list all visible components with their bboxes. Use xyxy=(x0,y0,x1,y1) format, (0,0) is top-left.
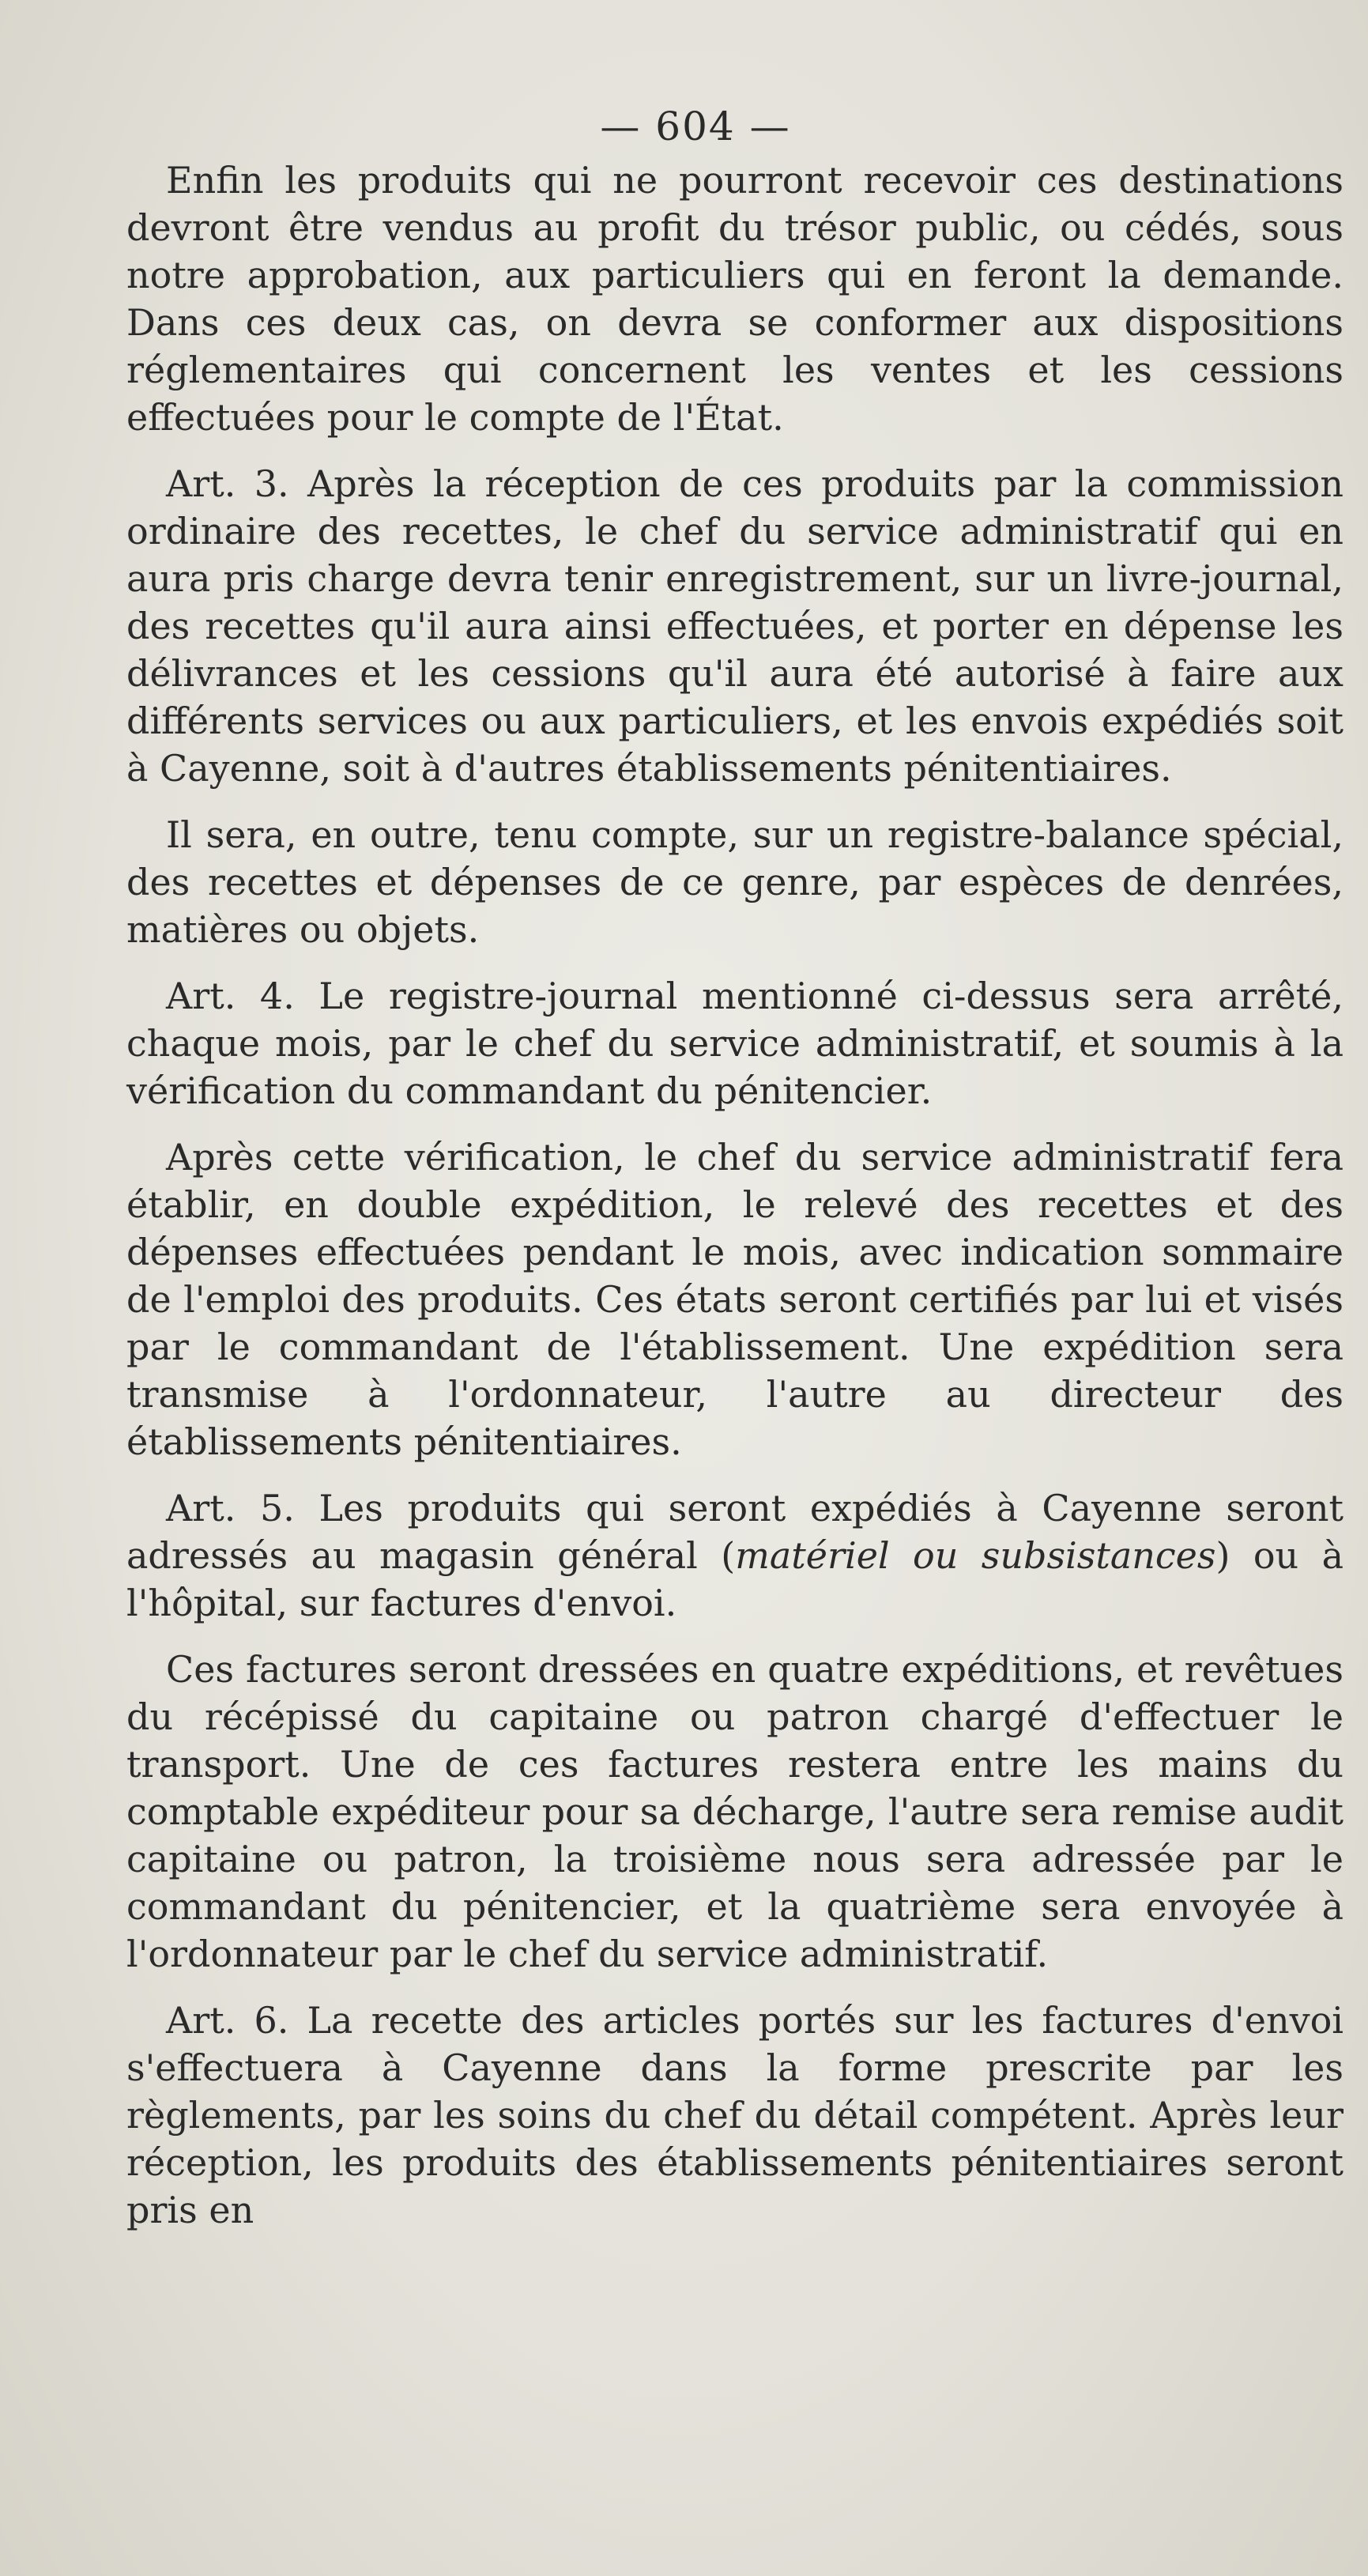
page-text xyxy=(126,103,1344,2253)
paragraph-factures: Ces factures seront dressées en quatre expéditions, et revêtues du récépissé du capitaine ou patron chargé d'effectuer le transport. Une de ces factures restera entre les mains du comptable expéditeur pour sa décharge, l'autre sera remise audit capitaine ou patron, la troisième nous sera adressée par le commandant du pénitencier, et la quatrième sera envoyée à l'ordonnateur par le chef du service administratif. xyxy=(126,1648,1344,1975)
art-5-italic: matériel ou subsistances xyxy=(735,1534,1216,1577)
page-number: — 604 — xyxy=(600,104,791,149)
paragraph-art-3: Art. 3. Après la réception de ces produits par la commission ordinaire des recettes, le chef du service administratif qui en aura pris charge devra tenir enregistrement, sur un livre-journal, des recettes qu'il aura ainsi effectuées, et porter en dépense les délivrances et les cessions qu'il aura été autorisé à faire aux différents services ou aux particuliers, et les envois expédiés soit à Cayenne, soit à d'autres établissements pénitentiaires. xyxy=(126,462,1344,790)
paragraph-registre-balance: Il sera, en outre, tenu compte, sur un registre-balance spécial, des recettes et dépenses de ce genre, par espèces de denrées, matières ou objets. xyxy=(126,813,1344,951)
paragraph-art-4: Art. 4. Le registre-journal mentionné ci-dessus sera arrêté, chaque mois, par le chef du service administratif, et soumis à la vérification du commandant du pénitencier. xyxy=(126,975,1344,1112)
paragraph-verification: Après cette vérification, le chef du service administratif fera établir, en double expédition, le relevé des recettes et des dépenses effectuées pendant le mois, avec indication sommaire de l'emploi des produits. Ces états seront certifiés par lui et visés par le commandant de l'établissement. Une expédition sera transmise à l'ordonnateur, l'autre au directeur des établissements pénitentiaires. xyxy=(126,1136,1344,1463)
paragraph-art-6: Art. 6. La recette des articles portés sur les factures d'envoi s'effectuera à Cayenne dans la forme prescrite par les règlements, par les soins du chef du détail compétent. Après leur réception, les produits des établissements pénitentiaires seront pris en xyxy=(126,1999,1344,2231)
paragraph-enfin: Enfin les produits qui ne pourront recevoir ces destinations devront être vendus au profit du trésor public, ou cédés, sous notre approbation, aux particuliers qui en feront la demande. Dans ces deux cas, on devra se conformer aux dispositions réglementaires qui concernent les ventes et les cessions effectuées pour le compte de l'État. xyxy=(126,159,1344,439)
paragraph-art-5 xyxy=(126,1484,1344,1627)
art-5-text-start: Art. 5. Les produits qui seront expédiés à Cayenne seront adressés au magasin général ( xyxy=(126,1487,1344,1577)
art-5-text-end: ) ou à l'hôpital, sur factures d'envoi. xyxy=(126,1534,1344,1624)
